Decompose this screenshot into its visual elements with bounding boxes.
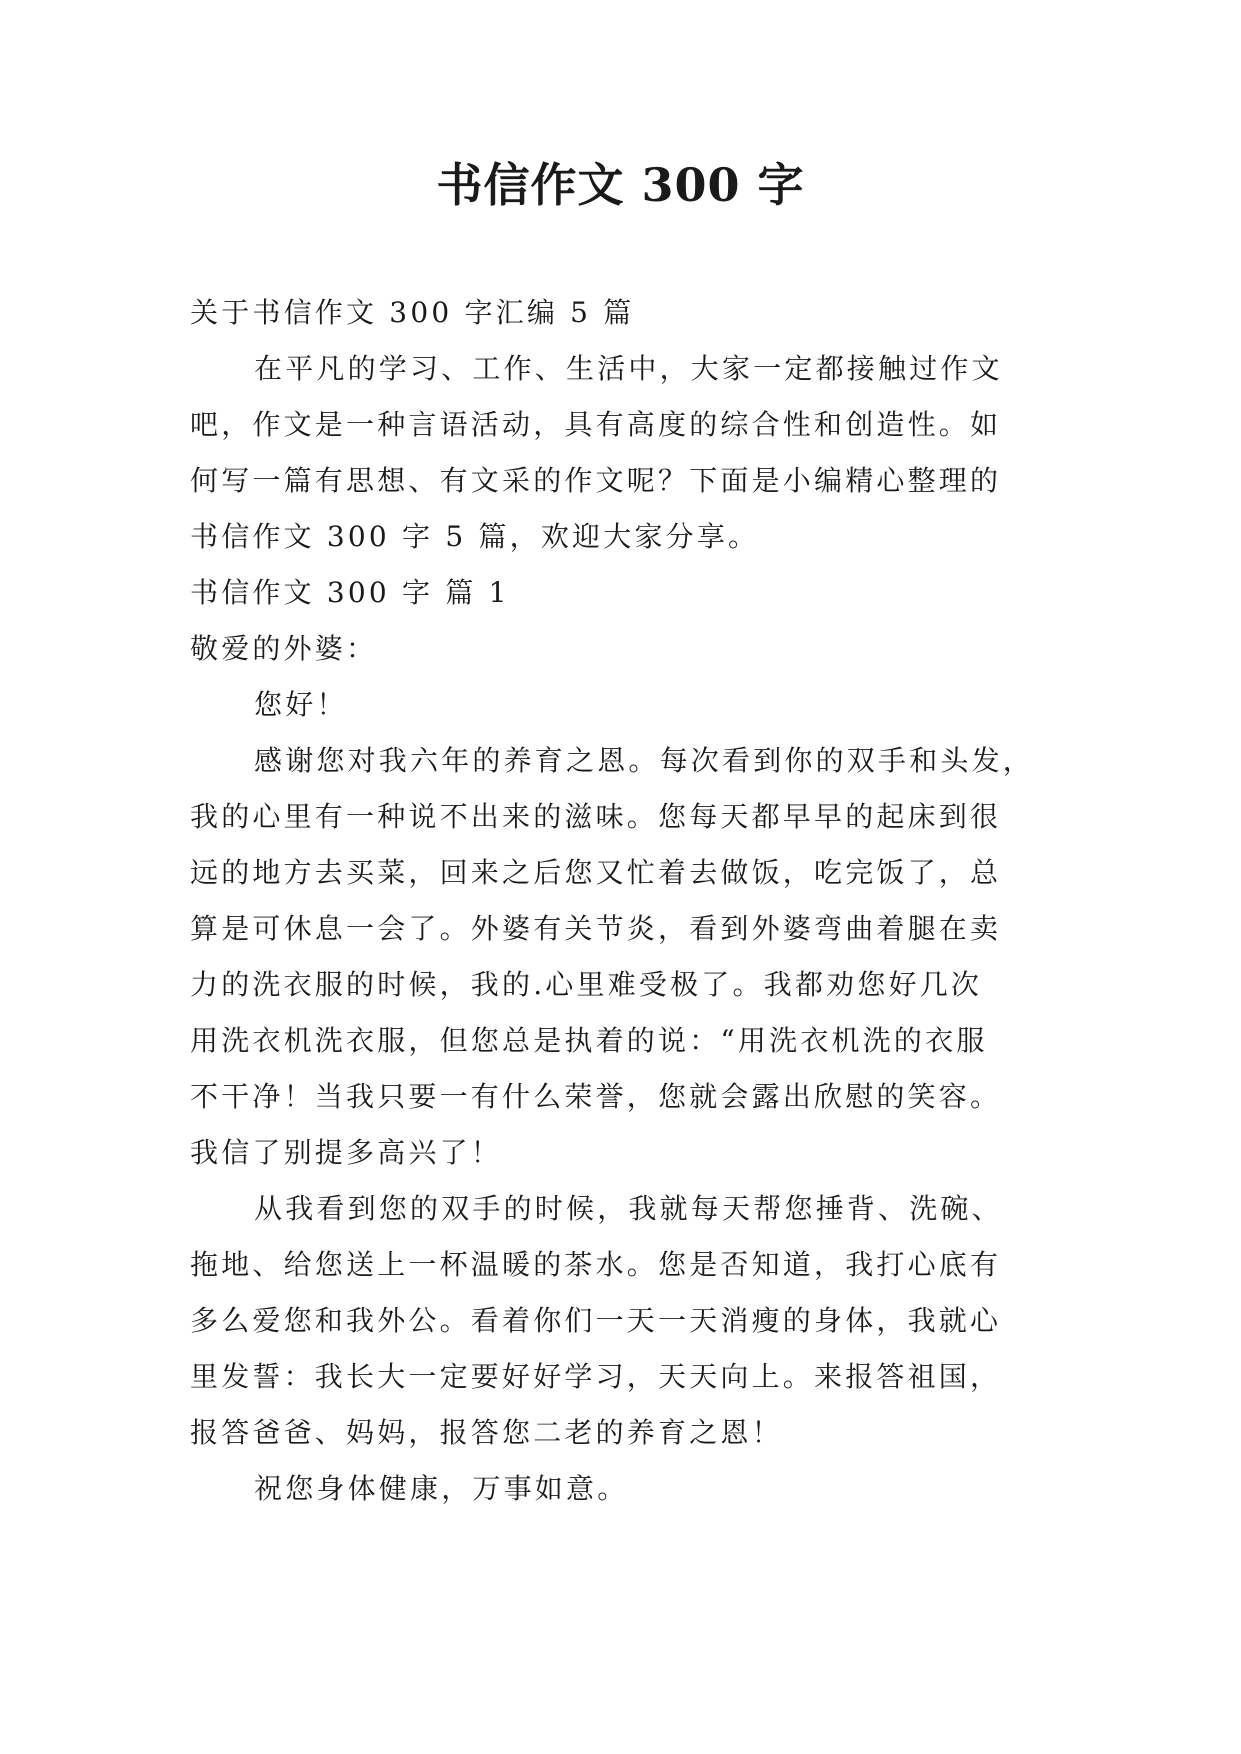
- text-line: 吧，作文是一种言语活动，具有高度的综合性和创造性。如: [190, 408, 1002, 441]
- text-line: 拖地、给您送上一杯温暖的茶水。您是否知道，我打心底有: [190, 1248, 1002, 1281]
- text-line: 敬爱的外婆：: [190, 632, 378, 665]
- text-line: 报答爸爸、妈妈，报答您二老的养育之恩！: [190, 1416, 783, 1449]
- text-line: 关于书信作文 300 字汇编 5 篇: [190, 296, 635, 329]
- text-line: 用洗衣机洗衣服，但您总是执着的说：“用洗衣机洗的衣服: [190, 1024, 988, 1057]
- text-line: 远的地方去买菜，回来之后您又忙着去做饭，吃完饭了，总: [190, 856, 1002, 889]
- text-line: 感谢您对我六年的养育之恩。每次看到你的双手和头发，: [254, 744, 1035, 777]
- text-line: 算是可休息一会了。外婆有关节炎，看到外婆弯曲着腿在卖: [190, 912, 1002, 945]
- text-line: 何写一篇有思想、有文采的作文呢？下面是小编精心整理的: [190, 464, 1002, 497]
- text-line: 在平凡的学习、工作、生活中，大家一定都接触过作文: [254, 352, 1003, 385]
- text-line: 书信作文 300 字 5 篇，欢迎大家分享。: [190, 520, 760, 553]
- text-line: 从我看到您的双手的时候，我就每天帮您捶背、洗碗、: [254, 1192, 1003, 1225]
- document-title: 书信作文 300 字: [436, 158, 805, 212]
- text-line: 不干净！当我只要一有什么荣誉，您就会露出欣慰的笑容。: [190, 1080, 1002, 1113]
- document-body: [190, 285, 1070, 1517]
- text-line: 祝您身体健康，万事如意。: [254, 1472, 629, 1505]
- text-line: 多么爱您和我外公。看着你们一天一天消瘦的身体，我就心: [190, 1304, 1002, 1337]
- text-line: 我的心里有一种说不出来的滋味。您每天都早早的起床到很: [190, 800, 1002, 833]
- text-line: 力的洗衣服的时候，我的.心里难受极了。我都劝您好几次: [190, 968, 983, 1001]
- text-line: 书信作文 300 字 篇 1: [190, 576, 510, 609]
- text-line: 您好！: [254, 688, 348, 721]
- text-line: 里发誓：我长大一定要好好学习，天天向上。来报答祖国，: [190, 1360, 1002, 1393]
- text-line: 我信了别提多高兴了！: [190, 1136, 503, 1169]
